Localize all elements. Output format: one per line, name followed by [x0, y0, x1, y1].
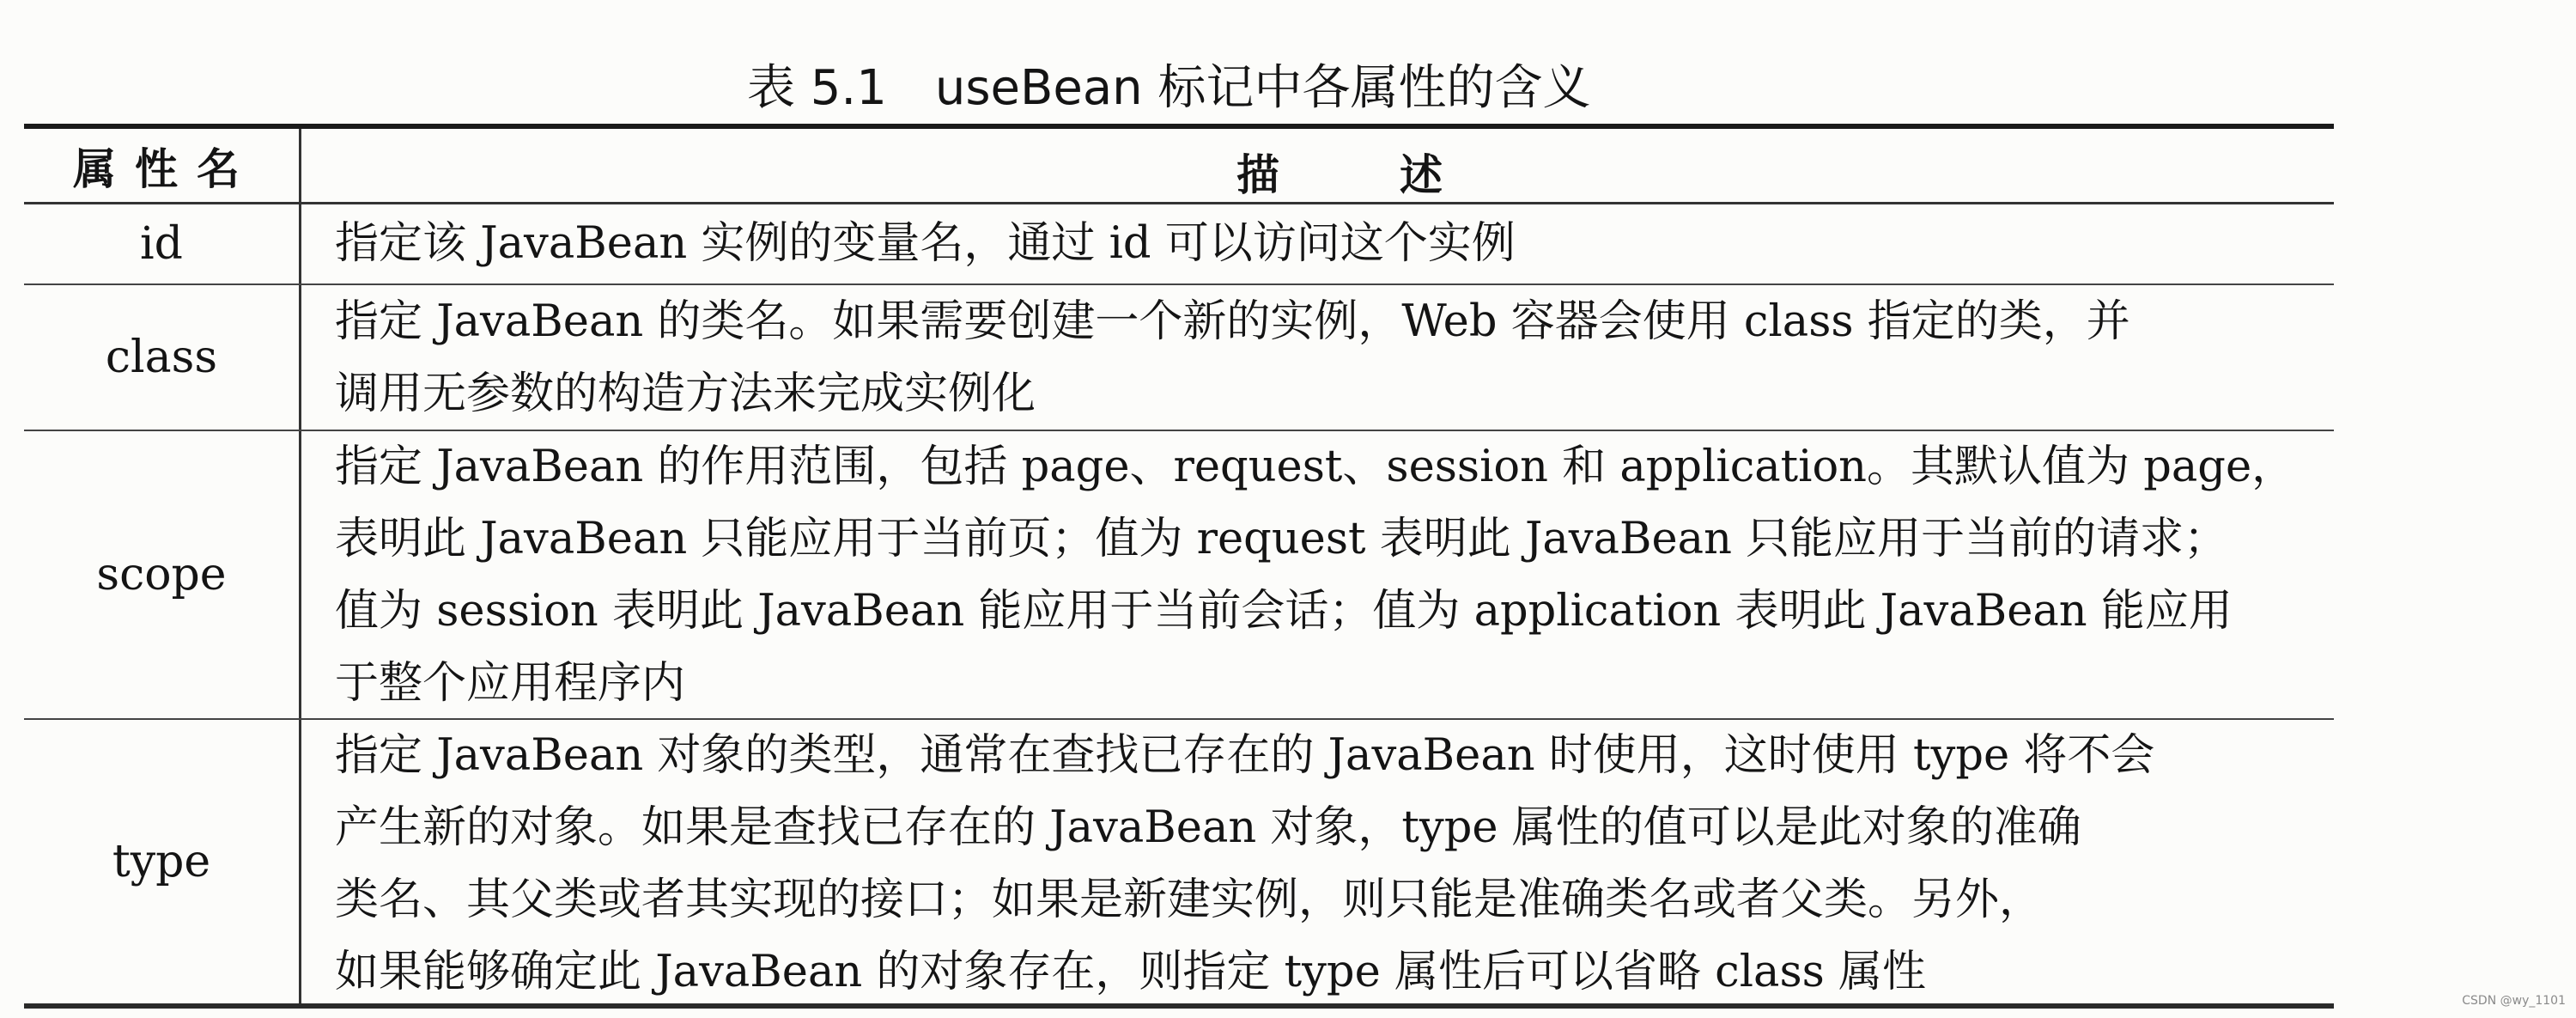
attr-description	[335, 286, 2310, 430]
attr-name: scope	[96, 549, 227, 600]
attr-name-cell	[24, 204, 299, 283]
description-line: 指定 JavaBean 对象的类型，通常在查找已存在的 JavaBean 时使用，这时使用 type 将不会	[335, 730, 2155, 781]
description-line: 指定 JavaBean 的作用范围，包括 page、request、session 和 application。其默认值为 page，	[335, 442, 2296, 492]
attr-name-cell	[24, 285, 299, 430]
attr-name-cell	[24, 720, 299, 1003]
table-header-rule	[24, 202, 2334, 204]
description-line: 调用无参数的构造方法来完成实例化	[335, 369, 1036, 419]
description-line: 类名、其父类或者其实现的接口；如果是新建实例，则只能是准确类名或者父类。另外，	[335, 875, 2044, 925]
description-line: 如果能够确定此 JavaBean 的对象存在，则指定 type 属性后可以省略 class 属性	[335, 947, 1927, 997]
description-line: 指定该 JavaBean 实例的变量名，通过 id 可以访问这个实例	[335, 218, 1516, 269]
header-name-cell	[24, 129, 299, 202]
watermark: CSDN @wy_1101	[2462, 994, 2566, 1008]
description-line: 于整个应用程序内	[335, 658, 686, 709]
table-caption: 表 5.1 useBean 标记中各属性的含义	[747, 60, 1591, 116]
header-description: 描述	[1236, 150, 1563, 200]
attr-name-cell	[24, 431, 299, 718]
attr-name: class	[105, 332, 218, 383]
attr-description	[335, 208, 2310, 280]
header-name: 属性名	[73, 143, 258, 194]
attr-description	[335, 431, 2310, 720]
table-top-rule	[24, 124, 2334, 129]
description-line: 表明此 JavaBean 只能应用于当前页；值为 request 表明此 JavaBean 只能应用于当前的请求；	[335, 514, 2228, 564]
attr-name: id	[140, 218, 183, 270]
row-divider	[24, 283, 2334, 285]
attr-name: type	[112, 836, 211, 887]
attr-description	[335, 720, 2310, 1009]
description-line: 产生新的对象。如果是查找已存在的 JavaBean 对象，type 属性的值可以是此对象的准确	[335, 802, 2081, 853]
description-line: 指定 JavaBean 的类名。如果需要创建一个新的实例，Web 容器会使用 class 指定的类，并	[335, 296, 2130, 347]
description-line: 值为 session 表明此 JavaBean 能应用于当前会话；值为 application 表明此 JavaBean 能应用	[335, 586, 2233, 637]
column-divider	[299, 129, 301, 1003]
